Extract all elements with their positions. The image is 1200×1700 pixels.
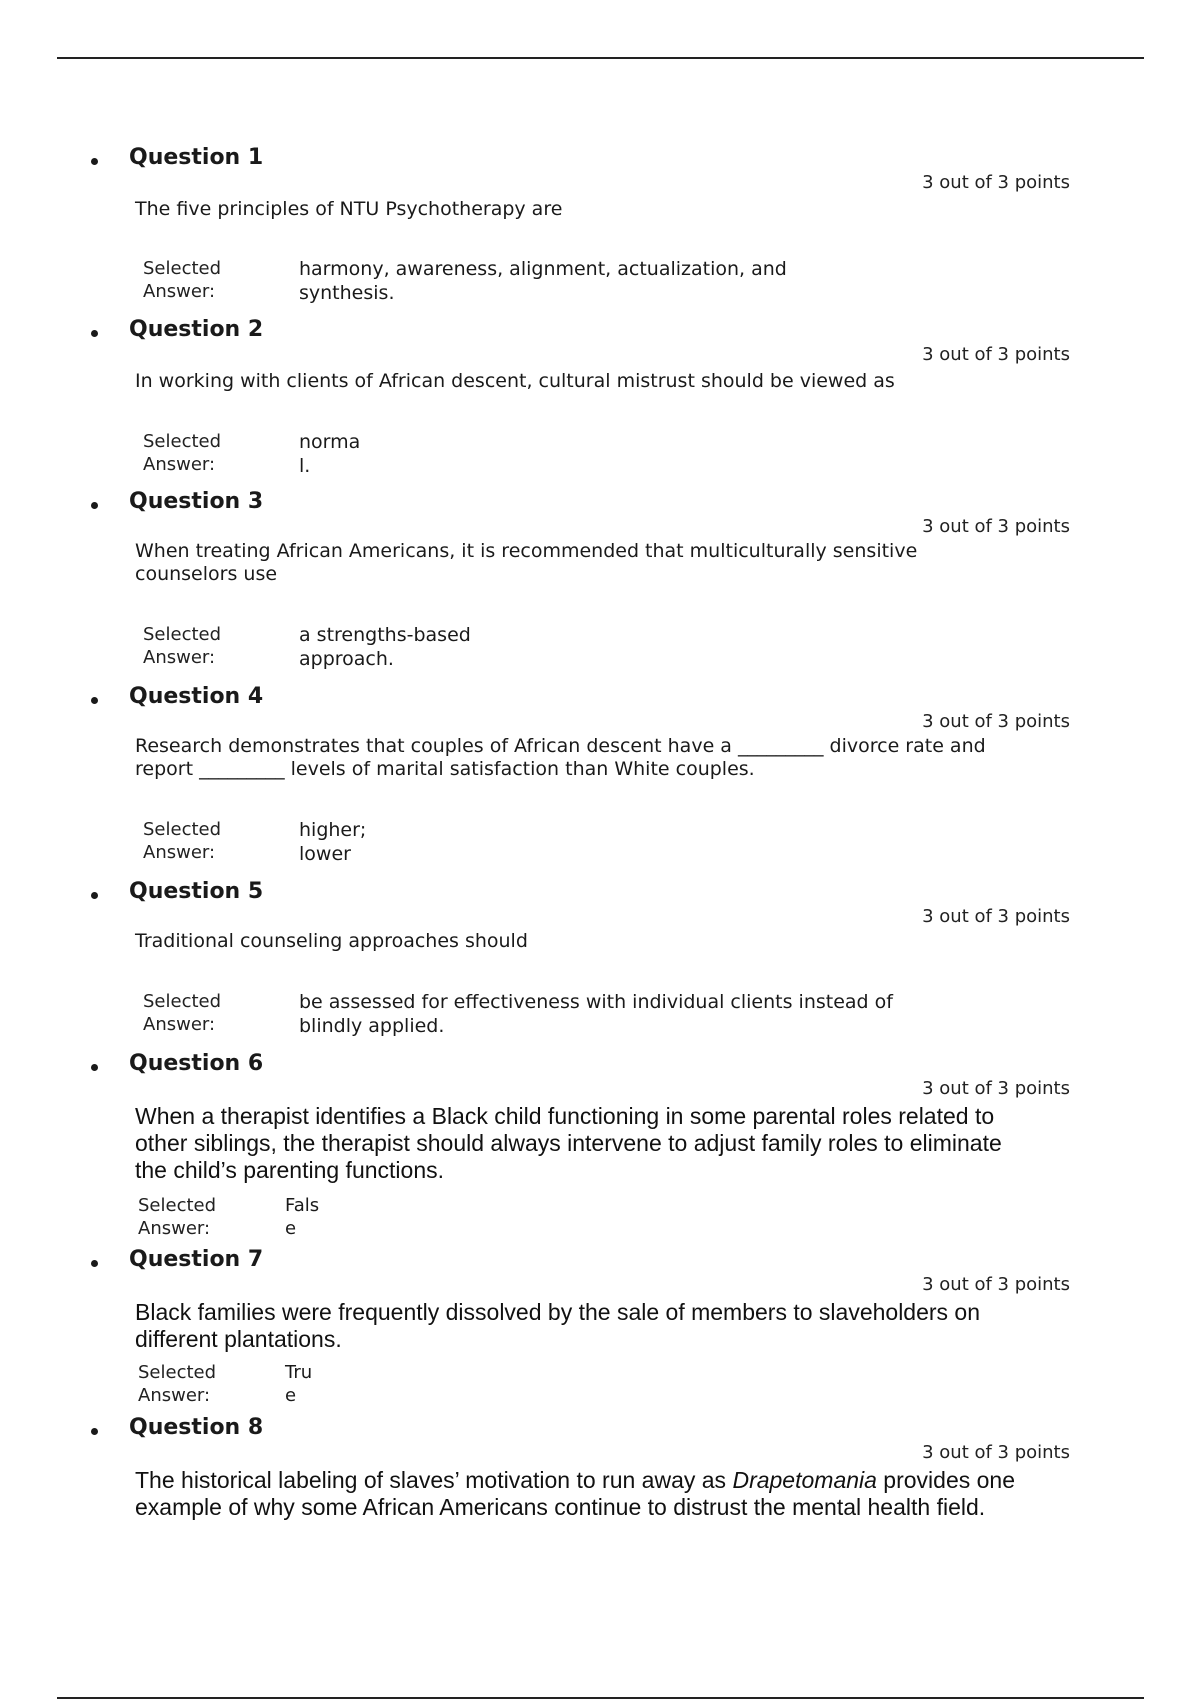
question-points: 3 out of 3 points (922, 1078, 1070, 1099)
selected-answer-value: Fals e (285, 1195, 320, 1239)
question-title: Question 5 (129, 879, 264, 904)
question-points: 3 out of 3 points (922, 906, 1070, 927)
question-points: 3 out of 3 points (922, 1274, 1070, 1295)
question-points: 3 out of 3 points (922, 516, 1070, 537)
question-title: Question 4 (129, 684, 264, 709)
selected-answer-label: Selected Answer: (143, 991, 222, 1035)
question-title: Question 1 (129, 145, 264, 170)
selected-answer-label: Selected Answer: (143, 258, 222, 302)
selected-answer-label: Selected Answer: (138, 1362, 217, 1406)
selected-answer-label: Selected Answer: (143, 431, 222, 475)
question-text: The five principles of NTU Psychotherapy are (135, 198, 563, 220)
bullet-icon (91, 697, 98, 704)
selected-answer-value: higher; lower (299, 819, 367, 865)
bullet-icon (91, 1260, 98, 1267)
question-text (135, 1467, 1015, 1521)
bullet-icon (91, 502, 98, 509)
bullet-icon (91, 330, 98, 337)
selected-answer-value: norma l. (299, 431, 361, 477)
selected-answer-value: a strengths-based approach. (299, 624, 471, 670)
question-title: Question 8 (129, 1415, 264, 1440)
question-text-emphasis: Drapetomania (732, 1467, 877, 1493)
question-points: 3 out of 3 points (922, 172, 1070, 193)
question-title: Question 6 (129, 1051, 264, 1076)
selected-answer-label: Selected Answer: (143, 624, 222, 668)
question-points: 3 out of 3 points (922, 711, 1070, 732)
bullet-icon (91, 158, 98, 165)
question-points: 3 out of 3 points (922, 1442, 1070, 1463)
question-points: 3 out of 3 points (922, 344, 1070, 365)
question-text: When a therapist identifies a Black child functioning in some parental roles related to other siblings, the therapist should always intervene to adjust family roles to eliminate the child’s parenting functions. (135, 1103, 1002, 1183)
selected-answer-value: be assessed for effectiveness with individual clients instead of blindly applied. (299, 991, 893, 1037)
top-divider (57, 57, 1144, 59)
question-text: Traditional counseling approaches should (135, 930, 528, 952)
selected-answer-value: harmony, awareness, alignment, actualization, and synthesis. (299, 258, 787, 304)
bottom-divider (57, 1697, 1144, 1699)
question-text: In working with clients of African descent, cultural mistrust should be viewed as (135, 370, 895, 392)
question-title: Question 2 (129, 317, 264, 342)
selected-answer-value: Tru e (285, 1362, 313, 1406)
question-text: When treating African Americans, it is recommended that multiculturally sensitive counselors use (135, 540, 918, 585)
question-text-end: provides one example of why some African Americans continue to distrust the mental health field. (135, 1467, 1016, 1520)
bullet-icon (91, 1428, 98, 1435)
question-text: Black families were frequently dissolved by the sale of members to slaveholders on different plantations. (135, 1299, 981, 1352)
question-title: Question 3 (129, 489, 264, 514)
question-title: Question 7 (129, 1247, 264, 1272)
bullet-icon (91, 1064, 98, 1071)
selected-answer-label: Selected Answer: (138, 1195, 217, 1239)
bullet-icon (91, 892, 98, 899)
question-text-start: The historical labeling of slaves’ motivation to run away as (135, 1467, 733, 1493)
question-text: Research demonstrates that couples of African descent have a _________ divorce rate and report _________ levels of marital satisfaction than White couples. (135, 735, 986, 780)
selected-answer-label: Selected Answer: (143, 819, 222, 863)
